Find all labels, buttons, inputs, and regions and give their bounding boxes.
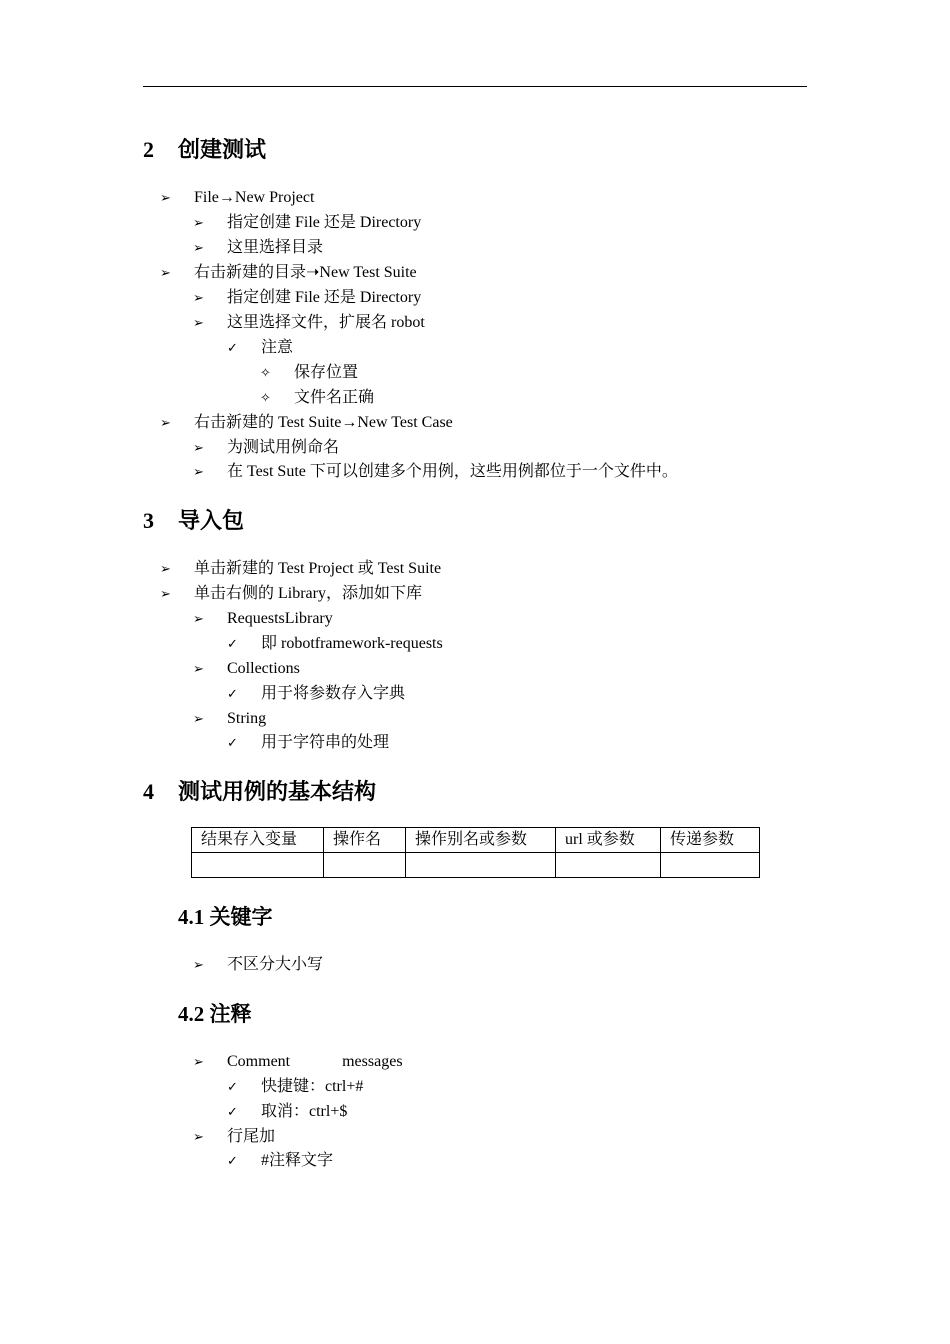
list-item-text: 快捷键：ctrl+# [261,1078,364,1095]
list-item [160,583,422,606]
arrow-bullet-icon: ➢ [193,1130,204,1145]
list-item [193,608,333,631]
list-item [160,187,314,210]
table-cell [556,853,661,878]
list-item-text: 保存位置 [294,364,359,381]
list-item [227,1150,333,1173]
list-item-text: 即 robotframework-requests [261,635,443,652]
list-item-text: 单击右侧的 Library，添加如下库 [194,585,422,602]
arrow-bullet-icon: ➢ [193,316,204,331]
star-bullet-icon: ✧ [260,391,271,406]
list-item [260,362,358,385]
list-item [193,287,421,310]
list-item-text: 不区分大小写 [227,956,324,973]
list-item-text: 指定创建 File 还是 Directory [227,214,422,231]
list-item-text: 行尾加 [227,1128,276,1145]
list-item-text: 单击新建的 Test Project 或 Test Suite [194,560,442,577]
checkmark-bullet-icon: ✓ [227,637,238,652]
list-item-text: messages [342,1053,403,1070]
list-item-text: 取消：ctrl+$ [261,1103,348,1120]
list-item-text: 指定创建 File 还是 Directory [227,289,422,306]
section-number: 4 [143,779,154,804]
list-item [193,461,678,484]
list-item [193,658,300,681]
table-row [192,853,760,878]
list-item-text: String [227,710,267,727]
list-item-text: 右击新建的 Test Suite→New Test Case [194,414,453,431]
list-item-text: 在 Test Sute 下可以创建多个用例，这些用例都位于一个文件中。 [227,463,678,480]
list-item [227,633,443,656]
list-item [193,954,323,977]
table-cell [192,853,324,878]
list-item-text: Collections [227,660,300,677]
list-item-text: 用于将参数存入字典 [261,685,406,702]
section-4-1-heading: 4.1 关键字 [178,905,273,929]
arrow-bullet-icon: ➢ [193,612,204,627]
table-header-row [192,828,760,853]
star-bullet-icon: ✧ [260,366,271,381]
list-item-text: 注意 [261,339,294,356]
list-item [193,437,339,460]
arrow-bullet-icon: ➢ [193,958,204,973]
checkmark-bullet-icon: ✓ [227,1080,238,1095]
list-item-text: 用于字符串的处理 [261,734,390,751]
list-item-text: 这里选择目录 [227,239,324,256]
section-title: 导入包 [178,508,245,533]
arrow-bullet-icon: ➢ [193,662,204,677]
header-rule [143,86,807,87]
list-item [193,1051,403,1074]
list-item [160,558,441,581]
arrow-bullet-icon: ➢ [160,191,171,206]
list-item [193,708,266,731]
list-item-text: File→New Project [194,189,315,206]
arrow-bullet-icon: ➢ [193,441,204,456]
list-item-text: RequestsLibrary [227,610,333,627]
section-4-heading [143,778,376,806]
checkmark-bullet-icon: ✓ [227,1105,238,1120]
list-item [193,312,425,335]
list-item [227,732,389,755]
arrow-bullet-icon: ➢ [160,562,171,577]
checkmark-bullet-icon: ✓ [227,341,238,356]
section-4-2-heading: 4.2 注释 [178,1002,252,1026]
arrow-bullet-icon: ➢ [193,291,204,306]
table-cell [324,853,406,878]
section-number: 3 [143,508,154,533]
list-item-text: #注释文字 [261,1152,334,1169]
list-item [227,1076,363,1099]
section-2-heading [143,136,266,164]
arrow-bullet-icon: ➢ [160,587,171,602]
list-item [193,1126,275,1149]
arrow-bullet-icon: ➢ [193,1055,204,1070]
arrow-bullet-icon: ➢ [193,712,204,727]
checkmark-bullet-icon: ✓ [227,736,238,751]
list-item-text: 为测试用例命名 [227,439,340,456]
table-header-cell: 操作别名或参数 [406,828,556,853]
list-item [160,412,453,435]
checkmark-bullet-icon: ✓ [227,687,238,702]
list-item [260,387,374,410]
test-case-structure-table [191,827,760,878]
table-cell [406,853,556,878]
table-header-cell: 操作名 [324,828,406,853]
arrow-bullet-icon: ➢ [160,266,171,281]
arrow-bullet-icon: ➢ [193,465,204,480]
section-3-heading [143,507,244,535]
checkmark-bullet-icon: ✓ [227,1154,238,1169]
table-header-cell: 传递参数 [661,828,760,853]
list-item-text: 右击新建的目录➝New Test Suite [194,264,417,281]
list-item [160,262,417,285]
arrow-bullet-icon: ➢ [193,241,204,256]
list-item [227,683,405,706]
list-item [193,212,421,235]
list-item-text: Comment [227,1053,291,1070]
list-item-text: 这里选择文件，扩展名 robot [227,314,425,331]
section-title: 创建测试 [178,137,267,162]
section-number: 2 [143,137,154,162]
arrow-bullet-icon: ➢ [193,216,204,231]
table-cell [661,853,760,878]
list-item [227,1101,347,1124]
table-header-cell: 结果存入变量 [192,828,324,853]
table-header-cell: url 或参数 [556,828,661,853]
section-title: 测试用例的基本结构 [178,779,377,804]
arrow-bullet-icon: ➢ [160,416,171,431]
list-item [227,337,293,360]
list-item [193,237,323,260]
list-item-text: 文件名正确 [294,389,375,406]
